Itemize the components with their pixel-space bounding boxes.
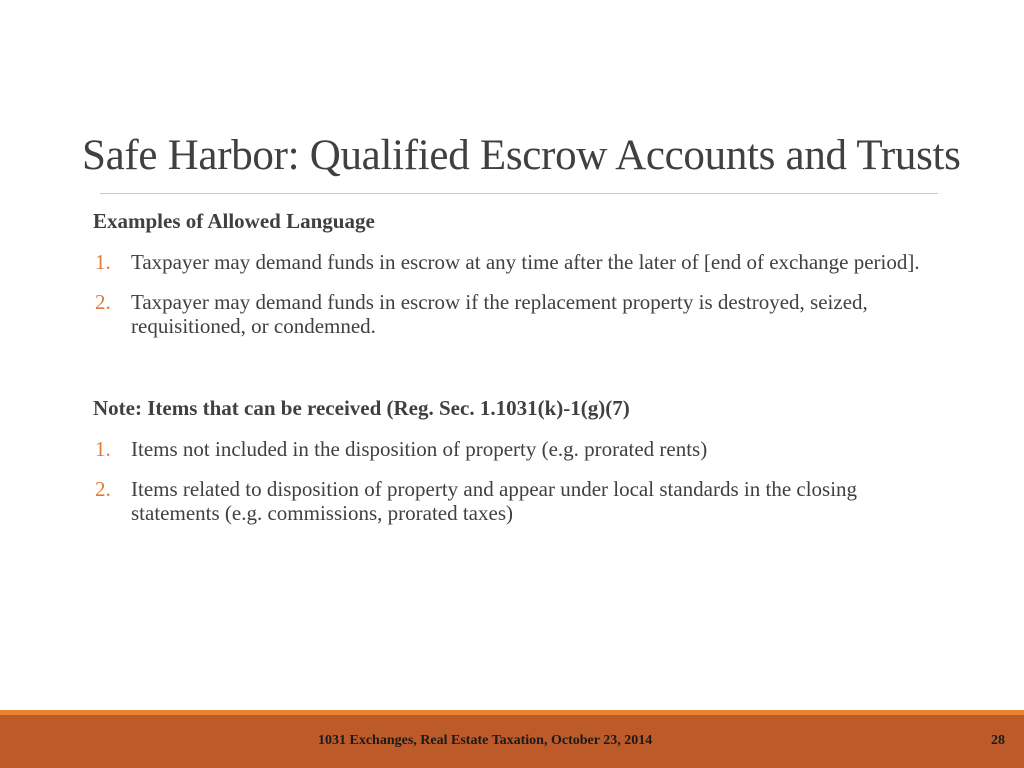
list-number: 1. [95, 250, 111, 274]
list-text: Items related to disposition of property and appear under local standards in the closing statements (e.g. commissions, prorated taxes) [131, 477, 858, 525]
list-number: 1. [95, 437, 111, 461]
list-text: Taxpayer may demand funds in escrow if the replacement property is destroyed, seized, requisitioned, or condemned. [131, 290, 868, 338]
list-number: 2. [95, 477, 111, 501]
list-item [93, 437, 943, 461]
section-heading-note: Note: Items that can be received (Reg. Sec. 1.1031(k)-1(g)(7) [93, 396, 630, 420]
list-number: 2. [95, 290, 111, 314]
footer-caption: 1031 Exchanges, Real Estate Taxation, October 23, 2014 [318, 733, 653, 748]
list-text: Items not included in the disposition of property (e.g. prorated rents) [131, 437, 708, 461]
section-spacer [93, 338, 943, 395]
footer-band [0, 715, 1024, 768]
items-received-list [93, 437, 943, 525]
slide-title: Safe Harbor: Qualified Escrow Accounts and Trusts [82, 132, 961, 179]
page-number: 28 [991, 733, 1005, 748]
title-divider [100, 193, 938, 194]
list-item [93, 290, 943, 338]
section-heading-allowed-language: Examples of Allowed Language [93, 209, 375, 233]
list-item [93, 477, 943, 525]
list-text: Taxpayer may demand funds in escrow at any time after the later of [end of exchange period]. [131, 250, 920, 274]
allowed-language-list [93, 250, 943, 338]
slide-body [93, 208, 943, 525]
list-item [93, 250, 943, 274]
